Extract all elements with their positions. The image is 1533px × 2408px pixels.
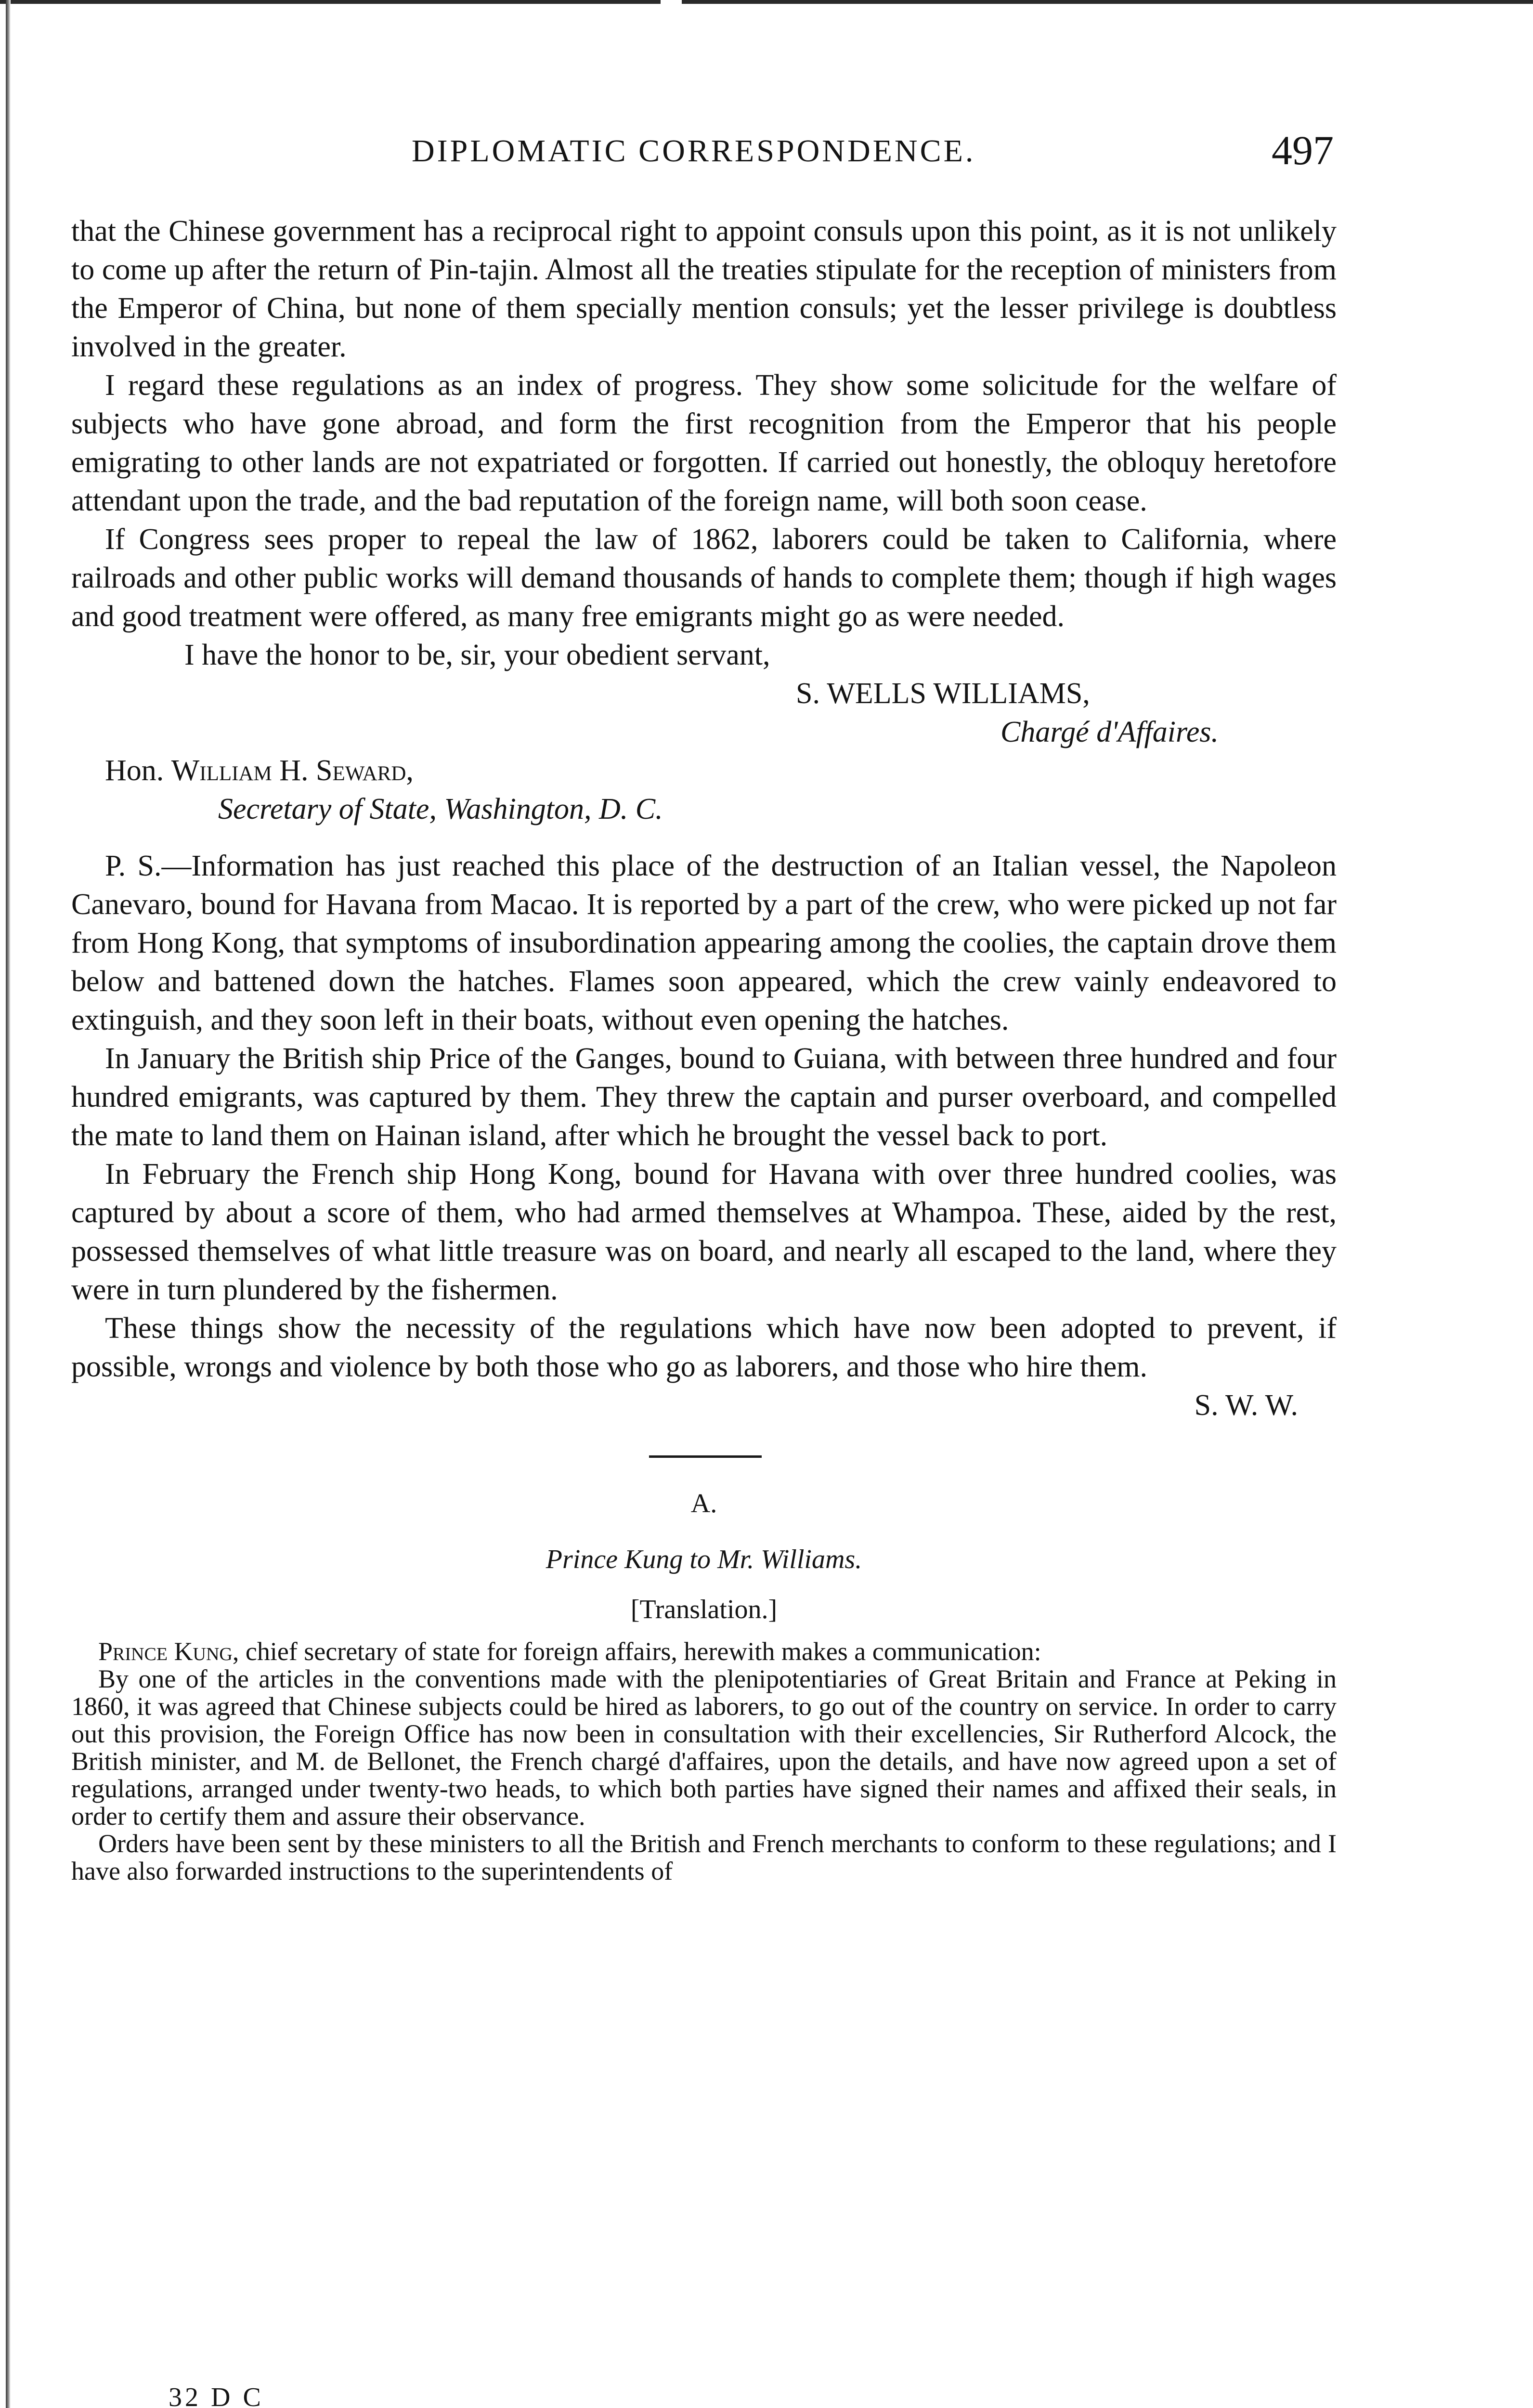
section-divider xyxy=(649,1455,762,1458)
page-body xyxy=(71,212,1337,1885)
enclosure-orders: Orders have been sent by these ministers to all the British and French merchants to conform to these regulations; and I have also forwarded instructions to the superintendents of xyxy=(71,1829,1337,1885)
enclosure-opening-rest: chief secretary of state for foreign affairs, herewith makes a communication: xyxy=(239,1637,1041,1666)
closing-line: I have the honor to be, sir, your obedient servant, xyxy=(184,639,770,671)
paragraph-progress: I regard these regulations as an index of progress. They show some solicitude for the welfare of subjects who have gone abroad, and form the first recognition from the Emperor that his people emigrating to other lands are not expatriated or forgotten. If carried out honestly, the obloquy heretofore attendant upon the trade, and the bad reputation of the foreign name, will both soon cease. xyxy=(71,369,1337,517)
postscript-napoleon-canevaro: P. S.—Information has just reached this place of the destruction of an Italian vessel, the Napoleon Canevaro, bound for Havana from Macao. It is reported by a part of the crew, who were picked up not far from Hong Kong, that symptoms of insubordination appearing among the coolies, the captain drove them below and battened down the hatches. Flames soon appeared, which the crew vainly endeavored to extinguish, and they soon left in their boats, without even opening the hatches. xyxy=(71,850,1337,1036)
enclosure-conventions: By one of the articles in the conventions made with the plenipotentiaries of Great Britain and France at Peking in 1860, it was agreed that Chinese subjects could be hired as laborers, to go out of the country on service. In order to carry out this provision, the Foreign Office has now been in consultation with their excellencies, Sir Rutherford Alcock, the British minister, and M. de Bellonet, the French chargé d'affaires, upon the details, and have now agreed upon a set of regulations, arranged under twenty-two heads, to which both parties have signed their names and affixed their seals, in order to certify them and assure their observance. xyxy=(71,1664,1337,1831)
enclosure-title: Prince Kung to Mr. Williams. xyxy=(546,1544,862,1574)
addressee-prefix: Hon. xyxy=(105,754,171,787)
addressee-name xyxy=(71,751,1337,790)
paragraph-consuls: that the Chinese government has a reciprocal right to appoint consuls upon this point, as it is not unlikely to come up after the return of Pin-tajin. Almost all the treaties stipulate for the reception of ministers from the Emperor of China, but none of them specially mention consuls; yet the lesser privilege is doubtless involved in the greater. xyxy=(71,215,1337,363)
paragraph-congress: If Congress sees proper to repeal the law of 1862, laborers could be taken to California, where railroads and other public works will demand thousands of hands to complete them; though if high wages and good treatment were offered, as many free emigrants might go as were needed. xyxy=(71,523,1337,633)
enclosure-opening xyxy=(71,1638,1337,1665)
postscript-conclusion: These things show the necessity of the regulations which have now been adopted to prevent, if possible, wrongs and violence by both those who go as laborers, and those who hire them. xyxy=(71,1312,1337,1383)
translation-note: [Translation.] xyxy=(630,1595,778,1624)
page-header xyxy=(72,126,1334,179)
page-number: 497 xyxy=(1272,127,1334,173)
signer-title: Chargé d'Affaires. xyxy=(1000,716,1219,748)
page-top-edge xyxy=(0,0,1533,4)
postscript-initials: S. W. W. xyxy=(1194,1389,1298,1422)
postscript-price-of-the-ganges: In January the British ship Price of the Ganges, bound to Guiana, with between three hundred and four hundred emigrants, was captured by them. They threw the captain and purser overboard, and compelled the mate to land them on Hainan island, after which he brought the vessel back to port. xyxy=(71,1042,1337,1152)
addressee-surname: William H. Seward, xyxy=(171,754,414,787)
page-top-edge-gap xyxy=(661,0,682,4)
postscript-hong-kong: In February the French ship Hong Kong, bound for Havana with over three hundred coolies, was captured by about a score of them, who had armed themselves at Whampoa. These, aided by the rest, possessed themselves of what little treasure was on board, and nearly all escaped to the land, where they were in turn plundered by the fishermen. xyxy=(71,1158,1337,1306)
running-head: DIPLOMATIC CORRESPONDENCE. xyxy=(412,133,976,169)
signature-mark: 32 D C xyxy=(169,2382,264,2408)
signer-name: S. WELLS WILLIAMS, xyxy=(796,677,1090,710)
page-binding-edge xyxy=(6,0,11,2408)
enclosure-sender: Prince Kung, xyxy=(98,1637,239,1666)
addressee-title: Secretary of State, Washington, D. C. xyxy=(218,793,663,825)
enclosure-letter: A. xyxy=(690,1489,717,1518)
